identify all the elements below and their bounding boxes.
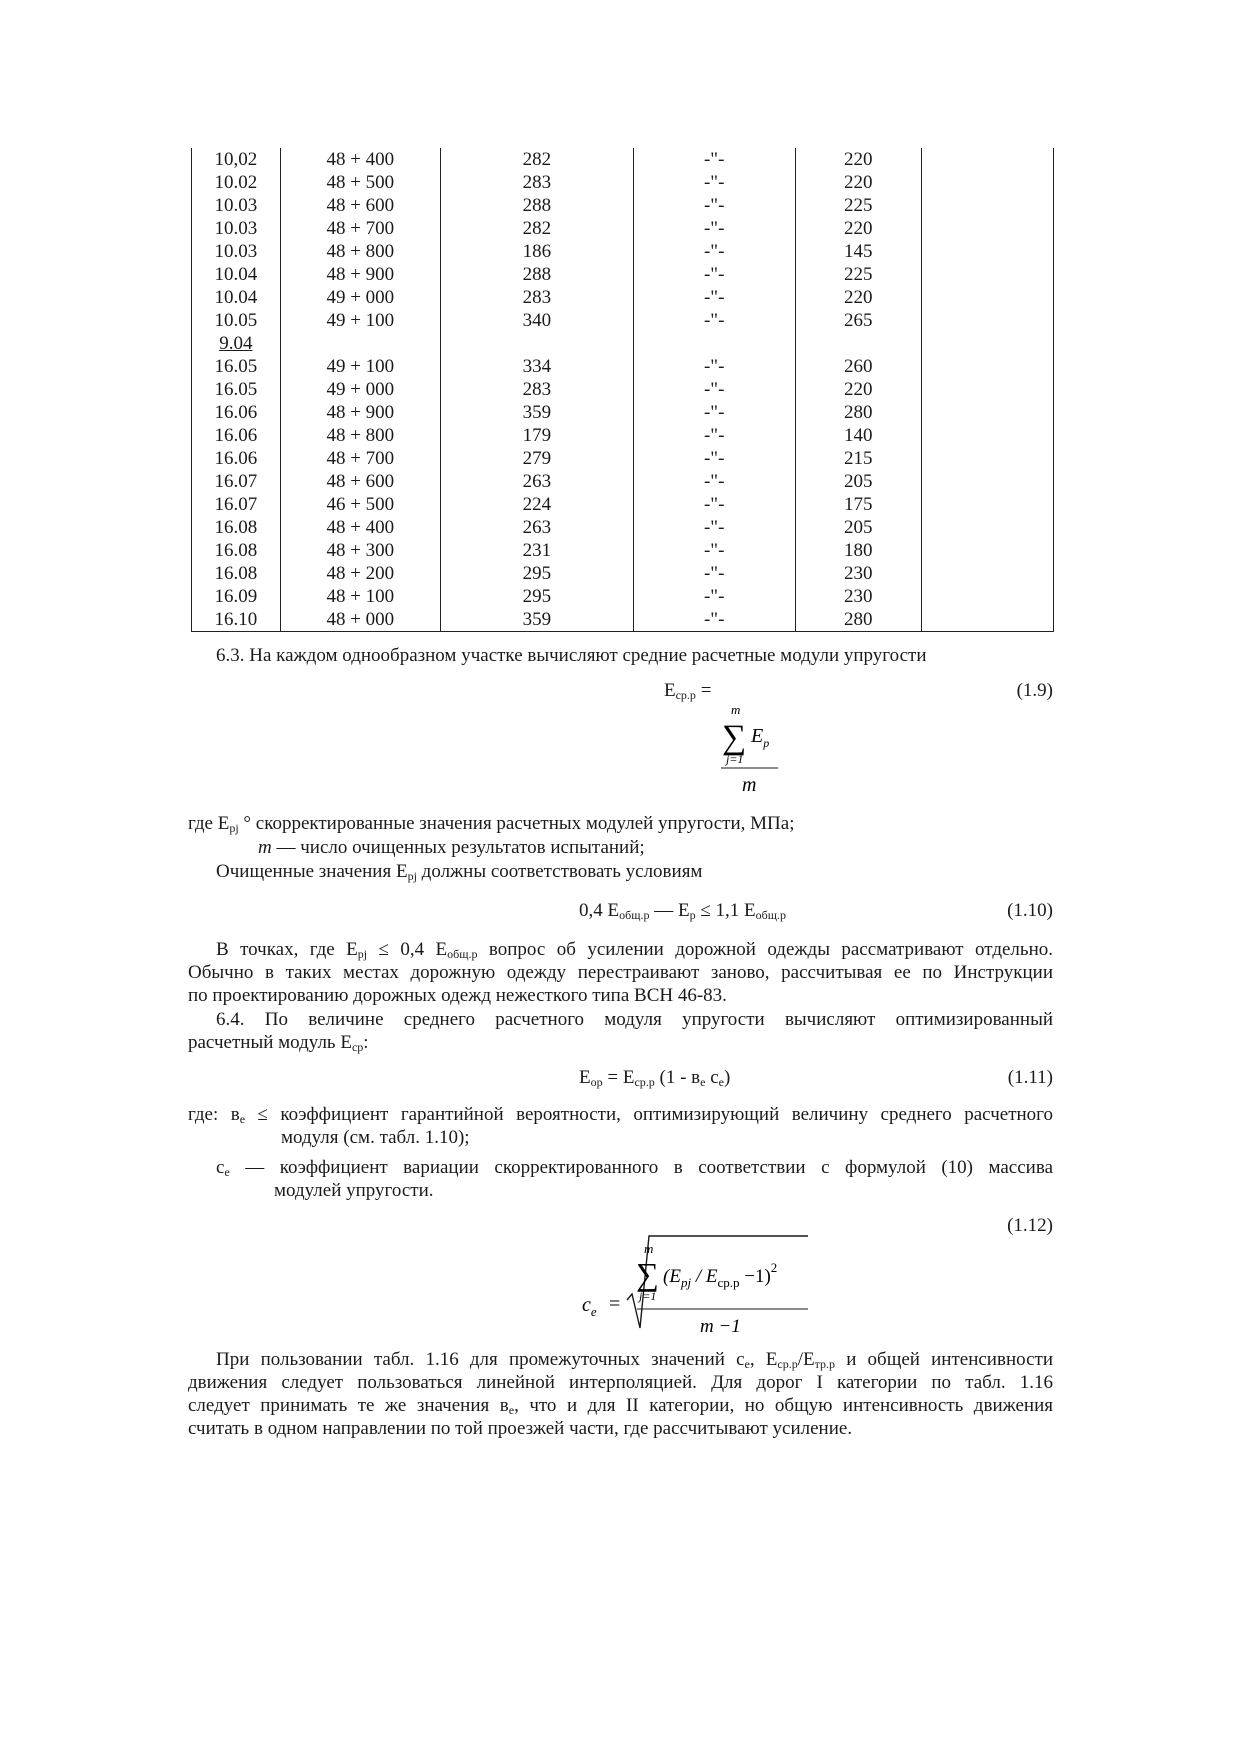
station-cell: 49 + 000 <box>280 378 440 401</box>
station-cell: 49 + 100 <box>280 309 440 332</box>
ditto-cell: -"- <box>633 217 795 240</box>
modulus-cell: 265 <box>795 309 921 332</box>
table-row <box>192 447 1054 470</box>
modulus-cell: 175 <box>795 493 921 516</box>
table-row <box>192 585 1054 608</box>
table-row <box>192 286 1054 309</box>
ditto-cell: -"- <box>633 378 795 401</box>
modulus-cell: 220 <box>795 217 921 240</box>
table-row <box>192 470 1054 493</box>
note-cell <box>921 332 1053 355</box>
date-cell: 10.03 <box>192 217 281 240</box>
deflection-cell: 295 <box>440 562 633 585</box>
date-cell: 16.07 <box>192 470 281 493</box>
table-row <box>192 424 1054 447</box>
note-cell <box>921 470 1053 493</box>
date-cell: 16.07 <box>192 493 281 516</box>
deflection-cell: 334 <box>440 355 633 378</box>
note-cell <box>921 447 1053 470</box>
ditto-cell: -"- <box>633 240 795 263</box>
section-6-3-text: 6.3. На каждом однообразном участке вычисляют средние расчетные модули упругости <box>216 645 927 666</box>
sum-lower-limit: j=1 <box>639 1289 657 1303</box>
modulus-cell: 220 <box>795 171 921 194</box>
ditto-cell: -"- <box>633 493 795 516</box>
date-cell: 16.05 <box>192 355 281 378</box>
eq-1-9-lhs: $E_{ср.р}$ = <box>664 680 712 702</box>
eq-1-11: $E_{ор} = E_{ср.р}$ ($1 - в_e$ $c_e$) <box>579 1067 731 1089</box>
deflection-cell: 179 <box>440 424 633 447</box>
date-cell: 10.03 <box>192 194 281 217</box>
table-row <box>192 355 1054 378</box>
ditto-cell: -"- <box>633 608 795 632</box>
ditto-cell: -"- <box>633 585 795 608</box>
deflection-cell: 288 <box>440 263 633 286</box>
deflection-cell: 288 <box>440 194 633 217</box>
note-cell <box>921 217 1053 240</box>
ditto-cell: -"- <box>633 401 795 424</box>
note-cell <box>921 539 1053 562</box>
ce-symbol: $c_e$ <box>582 1294 597 1319</box>
station-cell: 46 + 500 <box>280 493 440 516</box>
modulus-cell: 280 <box>795 608 921 632</box>
deflection-cell: 283 <box>440 378 633 401</box>
sum-sign: ∑ <box>722 719 747 756</box>
date-cell: 10.02 <box>192 171 281 194</box>
table-row <box>192 608 1054 632</box>
sum-upper-limit: m <box>644 1241 654 1256</box>
paragraph-interpolation <box>188 1348 1053 1440</box>
note-cell <box>921 401 1053 424</box>
date-cell: 16.08 <box>192 516 281 539</box>
table-row <box>192 171 1054 194</box>
paragraph-line-2: Обычно в таких местах дорожную одежду перестраивают заново, рассчитывая ее по Инструкции <box>188 962 1053 983</box>
section-6-4-line-1: 6.4. По величине среднего расчетного модуля упругости вычисляют оптимизированный <box>216 1009 1053 1030</box>
table-row <box>192 516 1054 539</box>
date-cell: 16.06 <box>192 401 281 424</box>
eq-1-10: 0,4 $E_{общ.р}$ — $E_p \le 1,1$ $E_{общ.р}$ <box>579 900 786 922</box>
station-cell: 48 + 500 <box>280 171 440 194</box>
sum-sign: ∑ <box>636 1256 659 1292</box>
eq-1-9-number: (1.9) <box>1016 680 1053 701</box>
date-cell: 9.04 <box>192 332 281 355</box>
eq-1-10-number: (1.10) <box>1007 900 1053 921</box>
station-cell: 48 + 400 <box>280 516 440 539</box>
modulus-cell: 220 <box>795 286 921 309</box>
ditto-cell: -"- <box>633 470 795 493</box>
station-cell: 48 + 700 <box>280 447 440 470</box>
note-cell <box>921 171 1053 194</box>
final-line-3: следует принимать те же значения $в_e$, что и для II категории, но общую интенсивность движения <box>188 1395 1053 1417</box>
station-cell: 48 + 900 <box>280 263 440 286</box>
note-cell <box>921 562 1053 585</box>
modulus-cell: 225 <box>795 263 921 286</box>
ditto-cell: -"- <box>633 562 795 585</box>
eq-1-9-fraction <box>712 700 792 795</box>
station-cell: 48 + 000 <box>280 608 440 632</box>
note-cell <box>921 263 1053 286</box>
note-cell <box>921 585 1053 608</box>
final-line-2: движения следует пользоваться линейной интерполяцией. Для дорог I категории по табл. 1.16 <box>188 1372 1053 1393</box>
paragraph-line-1: В точках, где $E_{pj} \le 0,4$ $E_{общ.р}$ вопрос об усилении дорожной одежды рассматривают отдельно. <box>216 939 1053 961</box>
note-cell <box>921 516 1053 539</box>
station-cell: 48 + 700 <box>280 217 440 240</box>
final-line-1: При пользовании табл. 1.16 для промежуточных значений $c_e$, $E_{ср.р}/E_{тр.р}$ и общей интенсивности <box>216 1349 1053 1371</box>
section-6-4-line-2: расчетный модуль $E_{ср}$: <box>188 1032 369 1054</box>
eq-1-12-formula <box>575 1232 815 1337</box>
deflection-cell: 359 <box>440 608 633 632</box>
deflection-cell: 283 <box>440 286 633 309</box>
sum-term: $E_p$ <box>751 725 770 750</box>
modulus-cell: 220 <box>795 148 921 171</box>
modulus-cell: 230 <box>795 562 921 585</box>
where-be-line-2: модуля (см. табл. 1.10); <box>281 1127 470 1148</box>
note-cell <box>921 309 1053 332</box>
date-cell: 16.08 <box>192 539 281 562</box>
station-cell: 48 + 400 <box>280 148 440 171</box>
ditto-cell: -"- <box>633 447 795 470</box>
equals-sign: = <box>609 1293 621 1315</box>
ditto-cell: -"- <box>633 171 795 194</box>
ditto-cell: -"- <box>633 286 795 309</box>
note-cell <box>921 608 1053 632</box>
ditto-cell: -"- <box>633 516 795 539</box>
modulus-cell: 205 <box>795 516 921 539</box>
ditto-cell: -"- <box>633 263 795 286</box>
modulus-cell: 145 <box>795 240 921 263</box>
deflection-cell: 224 <box>440 493 633 516</box>
note-cell <box>921 240 1053 263</box>
station-cell: 48 + 300 <box>280 539 440 562</box>
where-epj-line: где $E_{pj}$ ° скорректированные значения расчетных модулей упругости, МПа; <box>188 813 795 835</box>
paragraph-line-3: по проектированию дорожных одежд нежесткого типа ВСН 46-83. <box>188 985 727 1006</box>
where-m-line: m — число очищенных результатов испытаний; <box>258 837 645 858</box>
note-cell <box>921 355 1053 378</box>
deflection-cell: 283 <box>440 171 633 194</box>
modulus-cell <box>795 332 921 355</box>
date-cell: 10.03 <box>192 240 281 263</box>
date-cell: 16.08 <box>192 562 281 585</box>
modulus-cell: 230 <box>795 585 921 608</box>
ditto-cell: -"- <box>633 424 795 447</box>
section-6-4 <box>188 1008 1053 1054</box>
table-row <box>192 562 1054 585</box>
deflection-cell: 263 <box>440 470 633 493</box>
deflection-cell: 186 <box>440 240 633 263</box>
note-cell <box>921 493 1053 516</box>
date-cell: 16.06 <box>192 424 281 447</box>
station-cell <box>280 332 440 355</box>
cleaned-values-line: Очищенные значения $E_{pj}$ должны соответствовать условиям <box>216 861 703 883</box>
date-cell: 16.05 <box>192 378 281 401</box>
modulus-cell: 260 <box>795 355 921 378</box>
where-ce-line-1: $c_e$ — коэффициент вариации скорректированного в соответствии с формулой (10) массива <box>216 1157 1053 1179</box>
table-row <box>192 401 1054 424</box>
modulus-cell: 205 <box>795 470 921 493</box>
fraction-denominator: m <box>742 774 757 795</box>
table-row <box>192 263 1054 286</box>
station-cell: 48 + 600 <box>280 470 440 493</box>
date-cell: 10,02 <box>192 148 281 171</box>
deflection-cell: 282 <box>440 217 633 240</box>
station-cell: 48 + 200 <box>280 562 440 585</box>
ditto-cell: -"- <box>633 309 795 332</box>
modulus-cell: 180 <box>795 539 921 562</box>
eq-1-12-number: (1.12) <box>1007 1215 1053 1236</box>
modulus-cell: 215 <box>795 447 921 470</box>
summand: $(E_{pj} / E_{ср.р} -1)^2$ <box>663 1260 778 1290</box>
station-cell: 49 + 100 <box>280 355 440 378</box>
modulus-table <box>191 148 1054 632</box>
sum-lower-limit: j=1 <box>726 752 744 766</box>
table-row <box>192 332 1054 355</box>
fraction-denominator: m −1 <box>700 1316 741 1337</box>
paragraph-weak-points <box>188 938 1053 1007</box>
deflection-cell: 359 <box>440 401 633 424</box>
ditto-cell: -"- <box>633 194 795 217</box>
modulus-cell: 220 <box>795 378 921 401</box>
table-row <box>192 240 1054 263</box>
table-row <box>192 309 1054 332</box>
table-row <box>192 539 1054 562</box>
table-row <box>192 493 1054 516</box>
where-be-block <box>188 1103 1053 1149</box>
date-cell: 16.09 <box>192 585 281 608</box>
ditto-cell: -"- <box>633 355 795 378</box>
ditto-cell: -"- <box>633 148 795 171</box>
modulus-cell: 225 <box>795 194 921 217</box>
note-cell <box>921 424 1053 447</box>
note-cell <box>921 148 1053 171</box>
ditto-cell <box>633 332 795 355</box>
deflection-cell <box>440 332 633 355</box>
where-ce-line-2: модулей упругости. <box>274 1180 434 1201</box>
station-cell: 48 + 800 <box>280 424 440 447</box>
note-cell <box>921 378 1053 401</box>
table-row <box>192 378 1054 401</box>
note-cell <box>921 194 1053 217</box>
station-cell: 49 + 000 <box>280 286 440 309</box>
modulus-cell: 280 <box>795 401 921 424</box>
station-cell: 48 + 900 <box>280 401 440 424</box>
eq-1-11-number: (1.11) <box>1007 1067 1053 1088</box>
final-line-4: считать в одном направлении по той проезжей части, где рассчитывают усиление. <box>188 1418 853 1439</box>
deflection-cell: 295 <box>440 585 633 608</box>
deflection-cell: 231 <box>440 539 633 562</box>
where-be-line-1: где: $в_e$ ≤ коэффициент гарантийной вероятности, оптимизирующий величину среднего расчетного <box>188 1104 1053 1126</box>
sum-upper-limit: m <box>731 702 741 717</box>
modulus-cell: 140 <box>795 424 921 447</box>
deflection-cell: 263 <box>440 516 633 539</box>
station-cell: 48 + 800 <box>280 240 440 263</box>
deflection-cell: 279 <box>440 447 633 470</box>
date-cell: 10.04 <box>192 263 281 286</box>
deflection-cell: 282 <box>440 148 633 171</box>
date-cell: 10.05 <box>192 309 281 332</box>
where-ce-block <box>216 1156 1053 1202</box>
date-cell: 16.10 <box>192 608 281 632</box>
deflection-cell: 340 <box>440 309 633 332</box>
date-cell: 16.06 <box>192 447 281 470</box>
table-row <box>192 194 1054 217</box>
ditto-cell: -"- <box>633 539 795 562</box>
table-row <box>192 217 1054 240</box>
station-cell: 48 + 600 <box>280 194 440 217</box>
date-cell: 10.04 <box>192 286 281 309</box>
table-row <box>192 148 1054 171</box>
note-cell <box>921 286 1053 309</box>
station-cell: 48 + 100 <box>280 585 440 608</box>
